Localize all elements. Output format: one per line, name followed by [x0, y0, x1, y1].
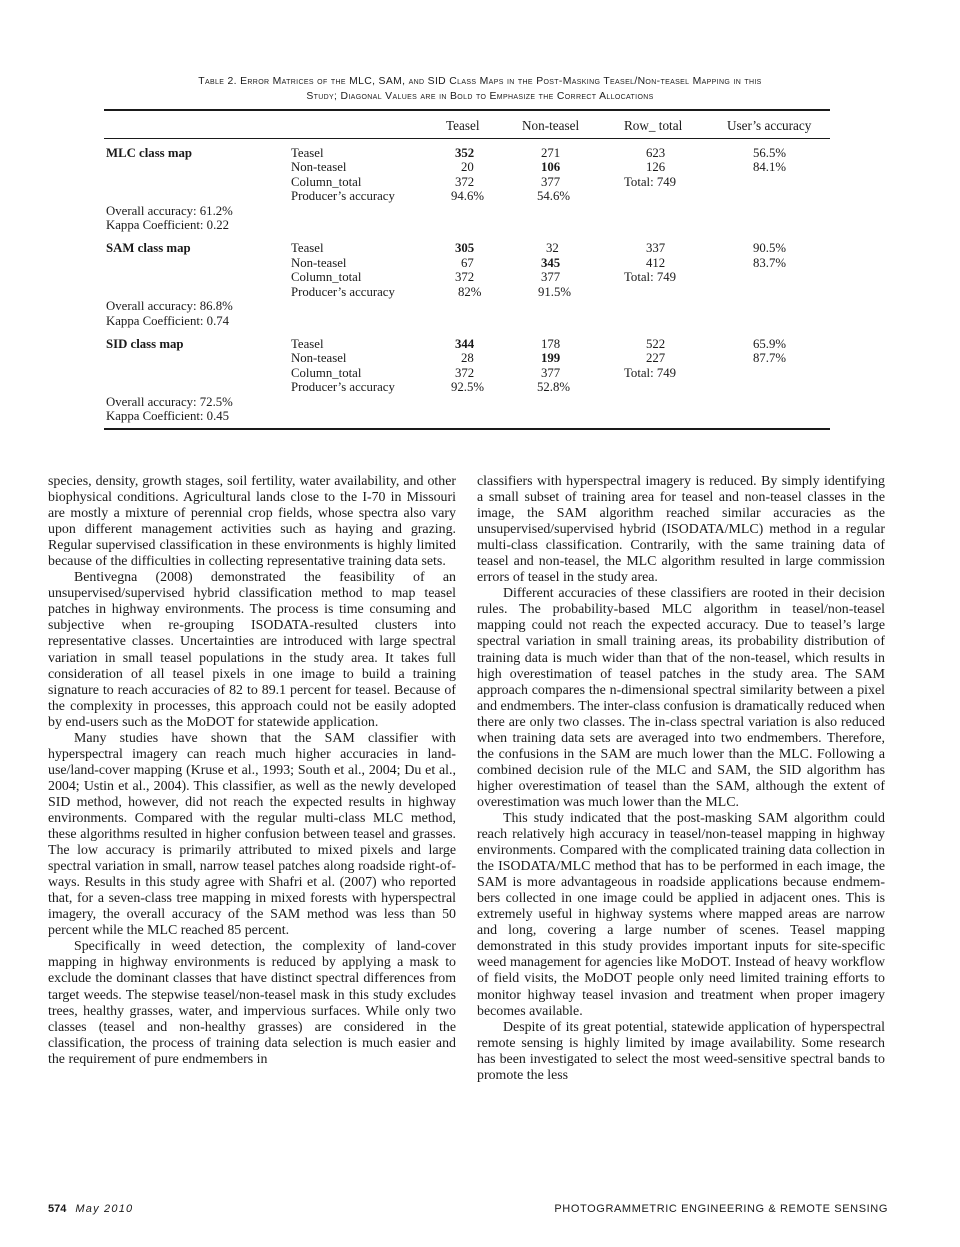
cell-row-total: 126 — [646, 160, 666, 174]
kappa-coefficient: Kappa Coefficient: 0.22 — [106, 218, 230, 232]
paragraph: Many studies have shown that the SAM classifier with hyperspectral imagery can reach much higher accuracies in land-use/land-cover mapping (Kruse et al., 1993; South et al., 2004; Du et al., 2004; Ustin et al., 2004). This classifier, as well as the newly developed SID method, however, did not reach the expected results in highway environments. Compared with the regular multi-class MLC method, these algorithms resulted in higher confusion between teasel and grasses. The low accuracy is primarily attributed to mixed pixels and large spectral variation in small, narrow teasel patches along roadside right-of-ways. Results in this study agree with Shafri et al. (2007) who reported that, for a seven-class tree mapping in mixed forests with hyperspectral imagery, the overall accuracy of the SAM method was less than 50 percent while the MLC reached 85 percent. — [48, 730, 456, 939]
cell-non-teasel: 91.5% — [538, 285, 572, 299]
cell-teasel: 344 — [455, 337, 475, 351]
paragraph: Different accuracies of these classifiers are rooted in their decision rules. The probability-based MLC algorithm in teasel/non-teasel mapping could not reach the expected accuracy. Due to teasel’s large spectral variation in small training areas, its probability distribution of training data is much wider than that of the non-teasel, which results in high overestimation of teasel patches in the study area. The SAM approach compares the n-dimensional spectral similarity between a pixel and endmembers. The inter-class confusion is dramatically reduced when there are only two classes. The in-class spectral variation is also reduced when training data sets are averaged into two endmembers. Therefore, the confusions in the SAM are much lower than the MLC. Following a combined decision rule of the MLC and SAM, the SID algorithm has higher overestimation of teasel than the SAM, although the extent of overestimation was much lower than the MLC. — [477, 586, 885, 810]
row-label: Producer’s accuracy — [291, 380, 395, 394]
paragraph: Bentivegna (2008) demonstrated the feasibility of an unsupervised/supervised hybrid classification method to map teasel patches in highway environments. The process is time consuming and subjective when re-grouping ISODATA-resulted clusters into representative classes. Uncertainties are introduced with large spectral variation in small teasel populations in the study area. It takes full consideration of all teasel pixels in one image to build a training signature to reach accuracies of 82 to 89.1 percent for teasel. Because of the complexity in processes, this approach could not be easily adopted by end-users such as the MoDOT for statewide application. — [48, 570, 456, 730]
cell-users-accuracy: 65.9% — [753, 337, 787, 351]
header-users-accuracy: User’s accuracy — [727, 118, 812, 133]
row-label: Column_total — [291, 366, 362, 380]
block-name-mlc: MLC class map — [106, 146, 193, 160]
row-label: Teasel — [291, 337, 324, 351]
row-label: Column_total — [291, 175, 362, 189]
cell-non-teasel: 271 — [541, 146, 561, 160]
cell-row-total: 412 — [646, 256, 666, 270]
cell-teasel: 28 — [461, 351, 474, 365]
cell-teasel: 372 — [455, 270, 475, 284]
header-non-teasel: Non-teasel — [522, 118, 580, 133]
cell-users-accuracy: 56.5% — [753, 146, 787, 160]
right-text-column — [477, 474, 885, 1084]
cell-non-teasel: 377 — [541, 366, 561, 380]
kappa-coefficient: Kappa Coefficient: 0.45 — [106, 409, 230, 423]
page-number: 574 — [48, 1203, 67, 1215]
table-header-rule — [104, 138, 830, 139]
header-row-total: Row_ total — [624, 118, 683, 133]
cell-row-total: Total: 749 — [624, 175, 677, 189]
cell-teasel: 372 — [455, 366, 475, 380]
table-bottom-rule — [104, 428, 830, 430]
left-text-column — [48, 474, 456, 1068]
header-teasel: Teasel — [446, 118, 480, 133]
cell-row-total: 337 — [646, 241, 666, 255]
paragraph: This study indicated that the post-masking SAM algorithm could reach relatively high accuracy in teasel/non-teasel mapping in highway environments. Compared with the complicated training data collection in the ISODATA/MLC method that has to be performed in each image, the SAM is more advantageous in roadside applications because endmembers collected in one image could be applied in adjacent ones. This is extremely useful in highway systems where mapped areas are narrow and long, covering a large number of scenes. Teasel mapping demonstrated in this study provides important inputs for site-specific weed management for agencies like MoDOT. Instead of heavy workflow of field visits, the MoDOT people only need limited training efforts to monitor highway teasel invasion and treatment when proper imagery becomes available. — [477, 810, 885, 1019]
row-label: Non-teasel — [291, 256, 347, 270]
cell-non-teasel: 199 — [541, 351, 561, 365]
cell-users-accuracy: 90.5% — [753, 241, 787, 255]
cell-non-teasel: 178 — [541, 337, 561, 351]
kappa-coefficient: Kappa Coefficient: 0.74 — [106, 314, 230, 328]
cell-non-teasel: 32 — [546, 241, 559, 255]
cell-teasel: 305 — [455, 241, 475, 255]
row-label: Producer’s accuracy — [291, 189, 395, 203]
cell-users-accuracy: 84.1% — [753, 160, 787, 174]
cell-teasel: 372 — [455, 175, 475, 189]
cell-teasel: 67 — [461, 256, 474, 270]
paragraph: Specifically in weed detection, the complexity of land-cover mapping in highway environments is reduced by applying a mask to exclude the dominant classes that have distinct spectral differences from target weeds. The stepwise teasel/non-teasel mask in this study excludes trees, healthy grasses, water, and impervious surfaces. While only two classes (teasel and non-healthy grasses) are considered in the classification, the process of training data selection is much easier and the requirement of pure endmembers in — [48, 939, 456, 1067]
block-name-sid: SID class map — [106, 337, 184, 351]
cell-non-teasel: 52.8% — [537, 380, 571, 394]
row-label: Non-teasel — [291, 160, 347, 174]
row-label: Column_total — [291, 270, 362, 284]
row-label: Teasel — [291, 241, 324, 255]
cell-teasel: 94.6% — [451, 189, 485, 203]
overall-accuracy: Overall accuracy: 86.8% — [106, 299, 233, 313]
cell-non-teasel: 54.6% — [537, 189, 571, 203]
journal-name: PHOTOGRAMMETRIC ENGINEERING & REMOTE SENSING — [554, 1203, 888, 1215]
cell-row-total: 522 — [646, 337, 666, 351]
paragraph: classifiers with hyperspectral imagery is reduced. By simply identifying a small subset of training area for teasel and non-teasel classes in the image, the SAM algorithm reached similar accuracies as the unsupervised/supervised hybrid (ISODATA/MLC) method in a regular multi-class classification. Contrarily, with the same training data of teasel and non-teasel, the MLC algorithm resulted in large commission errors of teasel in the study area. — [477, 474, 885, 586]
paragraph: species, density, growth stages, soil fertility, water availability, and other biophysical conditions. Agricultural lands close to the I-70 in Missouri are mostly a mixture of perennial crop fields, whose spectra also vary upon different management activities such as haying and grazing. Regular supervised classification in these environments is highly limited because of the difficulties in collecting representative training data sets. — [48, 474, 456, 570]
cell-non-teasel: 377 — [541, 175, 561, 189]
cell-users-accuracy: 83.7% — [753, 256, 787, 270]
table-caption-line-1: Table 2. Error Matrices of the MLC, SAM, and SID Class Maps in the Post-Masking Teasel/Non-teasel Mapping in this — [198, 76, 762, 87]
overall-accuracy: Overall accuracy: 72.5% — [106, 395, 233, 409]
table-caption-line-2: Study; Diagonal Values are in Bold to Emphasize the Correct Allocations — [306, 91, 654, 102]
cell-users-accuracy: 87.7% — [753, 351, 787, 365]
page-footer-left — [48, 1203, 133, 1215]
table-top-rule — [104, 109, 830, 111]
issue-date: May 2010 — [75, 1203, 134, 1215]
row-label: Teasel — [291, 146, 324, 160]
cell-teasel: 92.5% — [451, 380, 485, 394]
block-name-sam: SAM class map — [106, 241, 191, 255]
cell-row-total: 227 — [646, 351, 666, 365]
table-caption — [96, 74, 864, 104]
cell-teasel: 82% — [458, 285, 482, 299]
overall-accuracy: Overall accuracy: 61.2% — [106, 204, 233, 218]
cell-row-total: Total: 749 — [624, 270, 677, 284]
row-label: Non-teasel — [291, 351, 347, 365]
cell-teasel: 20 — [461, 160, 474, 174]
paragraph: Despite of its great potential, statewide application of hyperspectral remote sensing is highly limited by image availability. Some research has been investigated to select the most weed-sensitive spectral bands to promote the less — [477, 1019, 885, 1083]
cell-row-total: 623 — [646, 146, 666, 160]
cell-non-teasel: 377 — [541, 270, 561, 284]
cell-non-teasel: 345 — [541, 256, 561, 270]
cell-teasel: 352 — [455, 146, 475, 160]
cell-non-teasel: 106 — [541, 160, 561, 174]
cell-row-total: Total: 749 — [624, 366, 677, 380]
row-label: Producer’s accuracy — [291, 285, 395, 299]
